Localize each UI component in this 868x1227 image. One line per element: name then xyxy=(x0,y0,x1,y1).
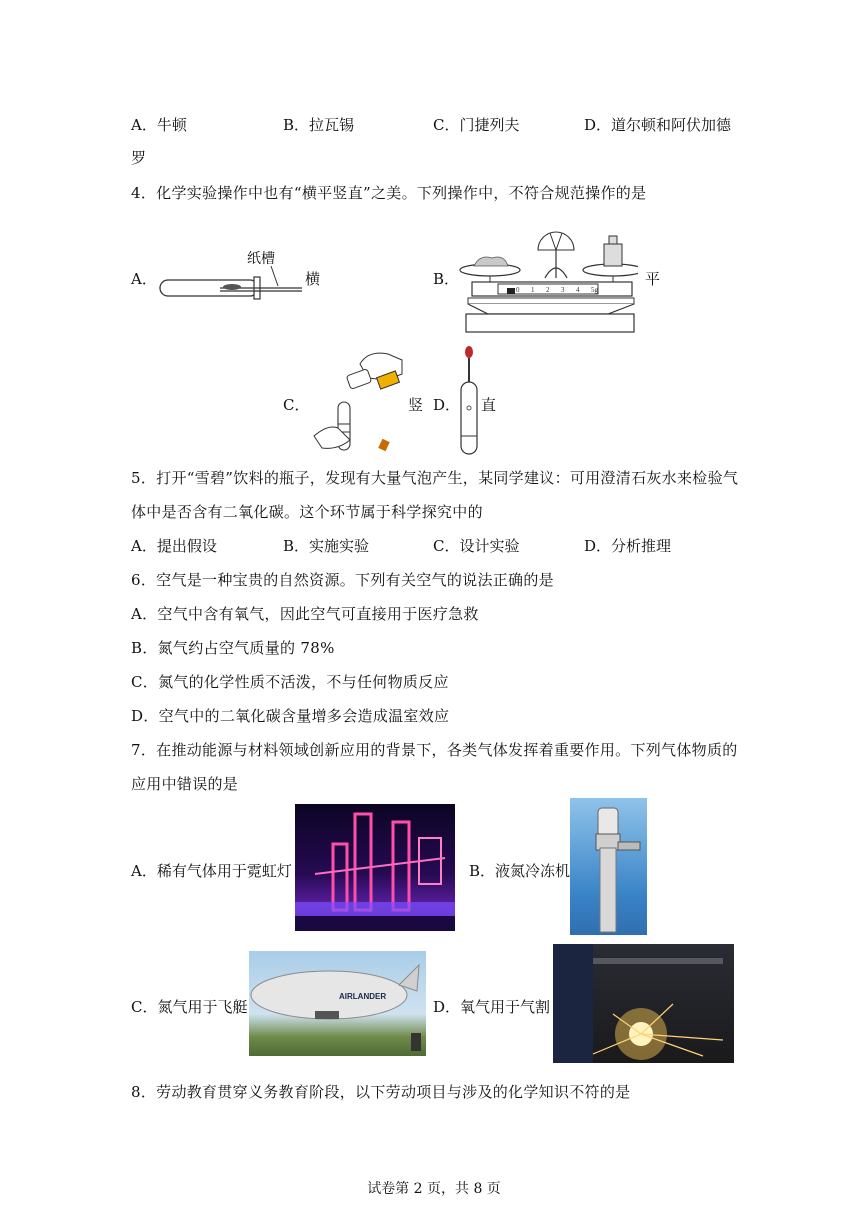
neon-light-photo xyxy=(295,804,455,931)
q3-option-a: A．牛顿 xyxy=(131,116,187,134)
q4-option-c-char: 竖 xyxy=(408,396,424,414)
q5-option-d: D．分析推理 xyxy=(584,537,672,555)
q4-option-a-label: A． xyxy=(131,270,157,288)
q3-option-b: B．拉瓦锡 xyxy=(283,116,355,134)
scale-tick-label: 0 xyxy=(516,286,520,294)
q4-option-d-char: 直 xyxy=(481,396,497,414)
q3-option-c: C．门捷列夫 xyxy=(433,116,520,134)
q5-option-a: A．提出假设 xyxy=(131,537,217,555)
q5-option-b: B．实施实验 xyxy=(283,537,370,555)
scale-tick-label: 3 xyxy=(561,286,565,294)
q4-option-a-char: 横 xyxy=(305,270,321,288)
q5-option-c: C．设计实验 xyxy=(433,537,520,555)
liquid-nitrogen-freezer-photo xyxy=(570,798,647,935)
q5-stem-line1: 5．打开“雪碧”饮料的瓶子，发现有大量气泡产生，某同学建议：可用澄清石灰水来检验气 xyxy=(131,469,739,487)
q4-option-b-label: B． xyxy=(433,270,460,288)
q4-stem: 4．化学实验操作中也有“横平竖直”之美。下列操作中，不符合规范操作的是 xyxy=(131,184,647,202)
q6-option-b: B．氮气约占空气质量的 78% xyxy=(131,639,335,657)
page-footer: 试卷第 2 页，共 8 页 xyxy=(367,1181,501,1197)
q7-option-c: C．氮气用于飞艇 xyxy=(131,998,248,1016)
q5-stem-line2: 体中是否含有二氧化碳。这个环节属于科学探究中的 xyxy=(131,503,483,521)
q7-option-d: D．氧气用于气割 xyxy=(433,998,551,1016)
q7-stem-line2: 应用中错误的是 xyxy=(131,775,239,793)
q6-option-d: D．空气中的二氧化碳含量增多会造成温室效应 xyxy=(131,707,450,725)
q8-stem: 8．劳动教育贯穿义务教育阶段，以下劳动项目与涉及的化学知识不符的是 xyxy=(131,1083,631,1101)
q4-option-c-label: C． xyxy=(283,396,310,414)
test-tube-horizontal-figure xyxy=(156,246,306,302)
q4-option-d-label: D． xyxy=(433,396,461,414)
q4-option-b-char: 平 xyxy=(645,270,661,288)
airship-photo xyxy=(249,951,426,1056)
q3-option-d-wrap: 罗 xyxy=(131,149,147,167)
dropper-vertical-figure xyxy=(456,342,482,458)
q7-stem-line1: 7．在推动能源与材料领域创新应用的背景下，各类气体发挥着重要作用。下列气体物质的 xyxy=(131,741,738,759)
q6-option-a: A．空气中含有氧气，因此空气可直接用于医疗急救 xyxy=(131,605,479,623)
paper-trough-label: 纸槽 xyxy=(247,251,275,267)
q6-option-c: C．氮气的化学性质不活泼，不与任何物质反应 xyxy=(131,673,449,691)
q6-stem: 6．空气是一种宝贵的自然资源。下列有关空气的说法正确的是 xyxy=(131,571,554,589)
scale-tick-label: 4 xyxy=(576,286,580,294)
oxygen-cutting-photo xyxy=(553,944,734,1063)
scale-tick-label: 5g xyxy=(591,286,598,294)
q7-option-b: B．液氮冷冻机 xyxy=(469,862,571,880)
scale-tick-label: 2 xyxy=(546,286,550,294)
q3-option-d: D．道尔顿和阿伏加德 xyxy=(584,116,732,134)
balance-scale-figure xyxy=(458,218,638,336)
q7-option-a: A．稀有气体用于霓虹灯 xyxy=(131,862,292,880)
scale-tick-label: 1 xyxy=(531,286,535,294)
pouring-into-test-tube-figure xyxy=(308,344,408,456)
airship-lettering: AIRLANDER xyxy=(339,992,387,1001)
